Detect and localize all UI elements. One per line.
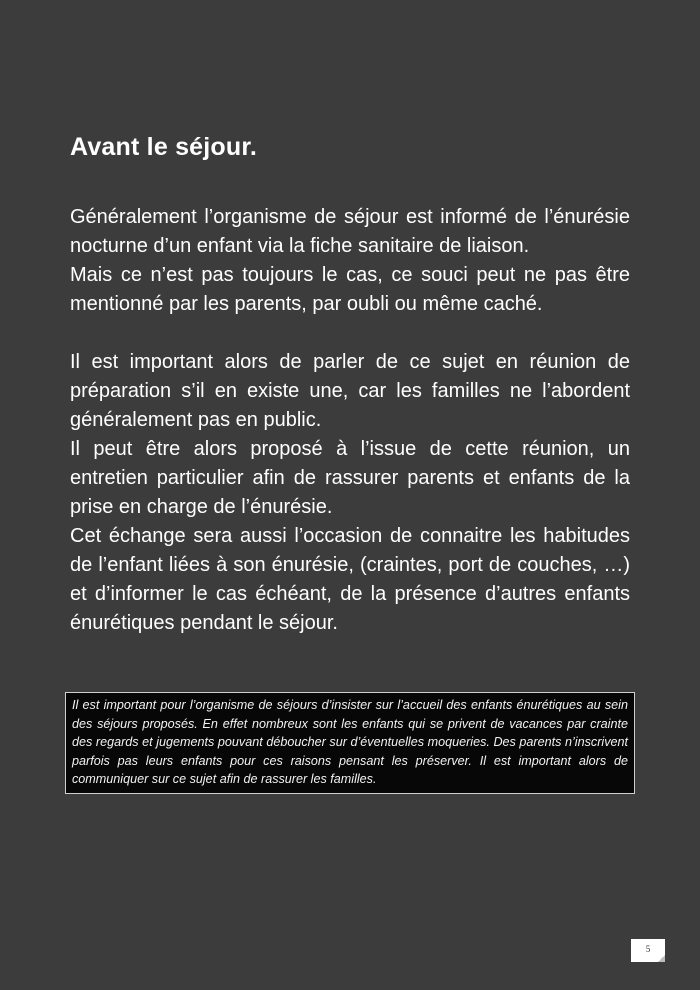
paragraph: Il peut être alors proposé à l’issue de cette réunion, un entretien particulier afin de rassurer parents et enfants de la prise en charge de l’énurésie.: [70, 438, 630, 518]
paragraph: Mais ce n’est pas toujours le cas, ce souci peut ne pas être mentionné par les parents, par oubli ou même caché.: [70, 264, 630, 315]
paragraph: Il est important alors de parler de ce sujet en réunion de préparation s’il en existe une, car les familles ne l’abordent généralement pas en public.: [70, 351, 630, 431]
page-title: Avant le séjour.: [70, 133, 258, 161]
page-number-badge: [631, 939, 665, 962]
page-curl-icon: [658, 955, 665, 962]
body-text: [70, 203, 630, 638]
paragraph: Cet échange sera aussi l’occasion de connaitre les habitudes de l’enfant liées à son énurésie, (craintes, port de couches, …) et d’informer le cas échéant, de la présence d’autres enfants énurétiques pendant le séjour.: [70, 525, 630, 634]
paragraph: Généralement l’organisme de séjour est informé de l’énurésie nocturne d’un enfant via la fiche sanitaire de liaison.: [70, 206, 630, 257]
note-box: Il est important pour l’organisme de séjours d’insister sur l’accueil des enfants énurétiques au sein des séjours proposés. En effet nombreux sont les enfants qui se privent de vacances par crainte des regards et jugements pouvant déboucher sur d’éventuelles moqueries. Des parents n’inscrivent parfois pas leurs enfants pour ces raisons pensant les préserver. Il est important alors de communiquer sur ce sujet afin de rassurer les familles.: [65, 692, 635, 794]
page-number: 5: [645, 944, 651, 954]
